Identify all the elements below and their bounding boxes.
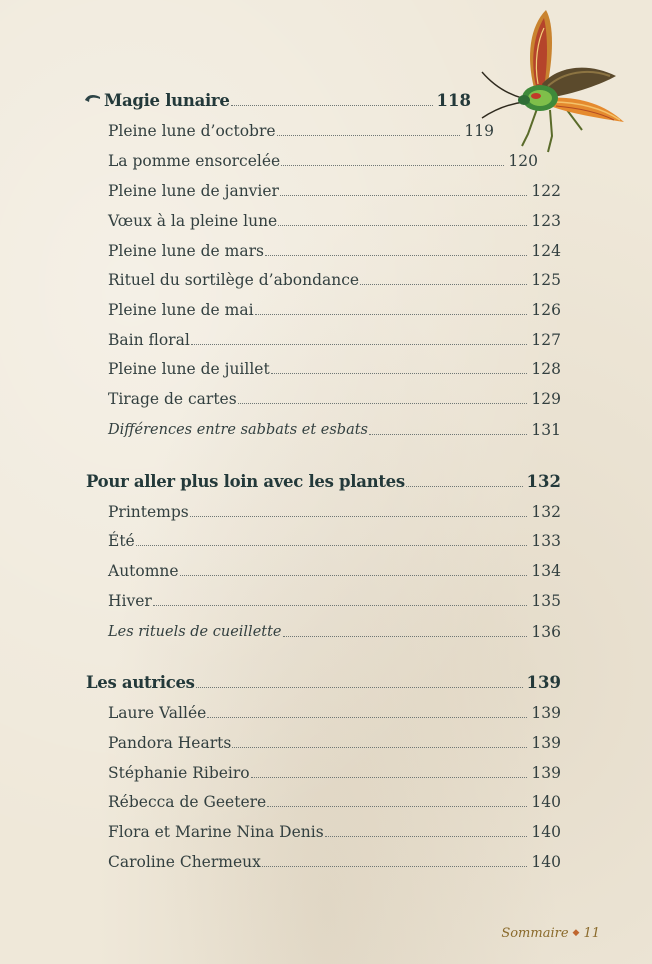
dot-leader (267, 805, 527, 807)
dot-leader (207, 716, 527, 718)
toc-entry[interactable] (108, 352, 561, 378)
page-number: 123 (531, 212, 561, 230)
entry-title: Pleine lune de mars (108, 242, 264, 260)
toc-entry[interactable] (108, 495, 561, 521)
page-number: 140 (531, 793, 561, 811)
page-number: 120 (508, 152, 538, 170)
toc-section-magie-lunaire[interactable] (104, 84, 471, 110)
entry-title: Automne (108, 562, 179, 580)
dot-leader (153, 604, 528, 606)
toc-entry[interactable] (108, 174, 561, 200)
diamond-separator-icon: ◆ (572, 928, 580, 938)
page-number: 118 (436, 91, 471, 110)
page-number: 127 (531, 331, 561, 349)
dot-leader (265, 254, 527, 256)
entry-title: Pleine lune d’octobre (108, 122, 276, 140)
page-number: 132 (526, 472, 561, 491)
dot-leader (255, 313, 528, 315)
entry-title: Bain floral (108, 331, 190, 349)
toc-entry[interactable] (108, 845, 561, 871)
page-number: 132 (531, 503, 561, 521)
dot-leader (406, 485, 523, 487)
page-number: 125 (531, 271, 561, 289)
dot-leader (281, 164, 504, 166)
dot-leader (180, 574, 528, 576)
toc-entry[interactable] (108, 756, 561, 782)
page-number: 119 (464, 122, 494, 140)
page-number: 131 (531, 421, 561, 439)
toc-entry[interactable] (108, 584, 561, 610)
entry-title: Rituel du sortilège d’abondance (108, 271, 360, 289)
page-number: 126 (531, 301, 561, 319)
dot-leader (369, 433, 527, 435)
section-title: Pour aller plus loin avec les plantes (86, 472, 405, 491)
toc-section-plantes[interactable] (86, 465, 561, 491)
toc-entry[interactable] (108, 234, 561, 260)
footer-page-number: 11 (583, 926, 600, 941)
entry-title: Pandora Hearts (108, 734, 232, 752)
dot-leader (238, 402, 528, 404)
page-number: 139 (531, 764, 561, 782)
page-number: 139 (526, 673, 561, 692)
toc-entry[interactable] (108, 615, 561, 641)
section-title: Les autrices (86, 673, 195, 692)
dot-leader (196, 686, 523, 688)
toc-entry[interactable] (108, 114, 494, 140)
page-number: 128 (531, 360, 561, 378)
hand-arrow-icon (84, 91, 102, 105)
entry-title: Différences entre sabbats et esbats (108, 422, 368, 438)
entry-title: Pleine lune de mai (108, 301, 254, 319)
toc-entry[interactable] (108, 524, 561, 550)
page-number: 140 (531, 853, 561, 871)
dot-leader (262, 865, 528, 867)
dot-leader (251, 776, 528, 778)
toc-entry[interactable] (108, 413, 561, 439)
page-number: 140 (531, 823, 561, 841)
dot-leader (136, 544, 528, 546)
entry-title: Caroline Chermeux (108, 853, 261, 871)
toc-entry[interactable] (108, 554, 561, 580)
page-number: 135 (531, 592, 561, 610)
dot-leader (190, 515, 528, 517)
dot-leader (280, 194, 527, 196)
entry-title: Vœux à la pleine lune (108, 212, 278, 230)
page-footer (501, 926, 600, 941)
dot-leader (191, 343, 528, 345)
toc-entry[interactable] (108, 726, 561, 752)
page-number: 133 (531, 532, 561, 550)
toc-entry[interactable] (108, 696, 561, 722)
footer-section-title: Sommaire (501, 926, 569, 941)
page-number: 129 (531, 390, 561, 408)
dot-leader (283, 635, 528, 637)
dot-leader (277, 134, 461, 136)
page-number: 139 (531, 734, 561, 752)
entry-title: Laure Vallée (108, 704, 207, 722)
toc-entry[interactable] (108, 144, 538, 170)
toc-entry[interactable] (108, 204, 561, 230)
entry-title: Rébecca de Geetere (108, 793, 267, 811)
page-number: 136 (531, 623, 561, 641)
dot-leader (232, 746, 527, 748)
entry-title: Pleine lune de janvier (108, 182, 279, 200)
dot-leader (271, 372, 528, 374)
toc-entry[interactable] (108, 323, 561, 349)
entry-title: Les rituels de cueillette (108, 624, 282, 640)
entry-title: Tirage de cartes (108, 390, 237, 408)
page-number: 124 (531, 242, 561, 260)
entry-title: Stéphanie Ribeiro (108, 764, 250, 782)
toc-section-autrices[interactable] (86, 666, 561, 692)
beetle-illustration-icon (478, 6, 628, 156)
page-number: 139 (531, 704, 561, 722)
dot-leader (325, 835, 528, 837)
entry-title: Flora et Marine Nina Denis (108, 823, 324, 841)
entry-title: Hiver (108, 592, 152, 610)
entry-title: Printemps (108, 503, 189, 521)
section-title: Magie lunaire (104, 91, 230, 110)
entry-title: Pleine lune de juillet (108, 360, 270, 378)
dot-leader (278, 224, 527, 226)
dot-leader (231, 104, 433, 106)
toc-entry[interactable] (108, 293, 561, 319)
dot-leader (360, 283, 527, 285)
toc-entry[interactable] (108, 263, 561, 289)
toc-entry[interactable] (108, 815, 561, 841)
toc-entry[interactable] (108, 785, 561, 811)
entry-title: Été (108, 532, 135, 550)
page-number: 134 (531, 562, 561, 580)
toc-entry[interactable] (108, 382, 561, 408)
entry-title: La pomme ensorcelée (108, 152, 281, 170)
page-number: 122 (531, 182, 561, 200)
